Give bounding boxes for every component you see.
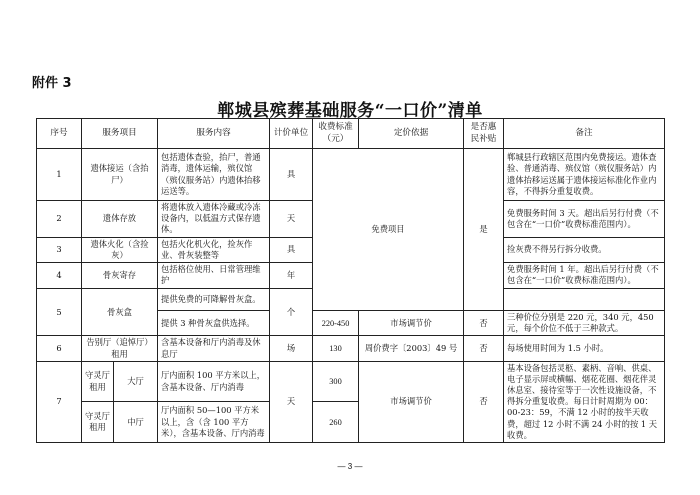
document-title: 郸城县殡葬基础服务“一口价”清单 (217, 101, 483, 121)
row-price-basis: 市场调节价 (359, 361, 464, 442)
row-service-content: 包括火化机火化，捡灰作业、骨灰装整等 (158, 237, 270, 262)
row-price: 130 (313, 336, 359, 361)
row-note-empty (504, 288, 665, 310)
row-price-medium: 260 (313, 402, 359, 443)
row-note: 三种价位分别是 220 元，340 元，450 元，每个价位不低于三种款式。 (504, 310, 665, 335)
row-unit: 天 (270, 361, 313, 442)
header-note: 备注 (504, 119, 665, 149)
row-service-content: 含基本设备和厅内消毒及休息厅 (158, 336, 270, 361)
row-price-basis: 市场调节价 (359, 310, 464, 335)
row-service-item: 遗体接运（含抬尸） (82, 149, 158, 201)
row-unit: 具 (270, 237, 313, 262)
table-row (37, 149, 665, 201)
row-unit: 场 (270, 336, 313, 361)
row-service-item: 遗体存放 (82, 201, 158, 238)
table-row (37, 361, 665, 402)
row-service-item: 遗体火化（含捡灰） (82, 237, 158, 262)
row-no: 4 (37, 262, 82, 288)
attachment-label: 附件 3 (32, 76, 72, 91)
row-size-medium: 中厅 (114, 402, 158, 443)
row-note: 免费服务时间 3 天。超出后另行付费（不包含在“一口价”收费标准范围内）。 (504, 201, 665, 238)
row-service-content: 包括遗体查验，抬尸，普通消毒，遗体运输，殡仪馆（殡仪服务站）内遗体抬移运送等。 (158, 149, 270, 201)
row-service-item: 骨灰盒 (82, 288, 158, 335)
row-service-content: 厅内面积 100 平方米以上，含基本设备、厅内消毒 (158, 361, 270, 402)
row-service-item: 守灵厅租用 (82, 361, 114, 402)
row-service-item: 守灵厅租用 (82, 402, 114, 443)
row-no: 5 (37, 288, 82, 335)
service-price-table (36, 118, 665, 443)
row-unit: 个 (270, 288, 313, 335)
row-note: 郸城县行政辖区范围内免费接运。遗体查验、普通消毒、殡仪馆（殡仪服务站）内遗体抬移运送属于遗体接运标准化作业内容，不得拆分重复收费。 (504, 149, 665, 201)
table-header-row (37, 119, 665, 149)
row-note: 基本设备包括灵柩、素柄、音响、供桌、电子显示屏或横幅、烟花花圈、烟花伴灵休息室、接待室等于一次性设施设备，不得拆分重复收费。每日计时周期为 00：00-23：59，不满 12 小时的按半天收费，超过 12 小时不满 24 小时的按 1 天收费。 (504, 361, 665, 442)
row-no: 7 (37, 361, 82, 442)
header-unit: 计价单位 (270, 119, 313, 149)
row-note: 捡灰费不得另行拆分收费。 (504, 237, 665, 262)
row-service-item: 骨灰寄存 (82, 262, 158, 288)
row-service-content: 提供免费的可降解骨灰盒。 (158, 288, 270, 310)
row-service-content: 将遗体放入遗体冷藏或冷冻设备内，以低温方式保存遗体。 (158, 201, 270, 238)
row-price-basis: 周价费字〔2003〕49 号 (359, 336, 464, 361)
row-size-large: 大厅 (114, 361, 158, 402)
header-fee: 收费标准（元） (313, 119, 359, 149)
header-service-content: 服务内容 (158, 119, 270, 149)
row-no: 1 (37, 149, 82, 201)
row-service-content: 提供 3 种骨灰盒供选择。 (158, 310, 270, 335)
row-subsidy: 否 (464, 310, 504, 335)
free-subsidy: 是 (464, 149, 504, 311)
row-service-item: 告别厅（追悼厅）租用 (82, 336, 158, 361)
row-subsidy: 否 (464, 336, 504, 361)
row-subsidy: 否 (464, 361, 504, 442)
row-unit: 年 (270, 262, 313, 288)
header-subsidy: 是否惠民补贴 (464, 119, 504, 149)
row-no: 6 (37, 336, 82, 361)
row-no: 3 (37, 237, 82, 262)
header-service-item: 服务项目 (82, 119, 158, 149)
header-no: 序号 (37, 119, 82, 149)
table-row (37, 336, 665, 361)
row-price: 220-450 (313, 310, 359, 335)
free-price-basis: 免费项目 (313, 149, 464, 311)
row-note: 每场使用时间为 1.5 小时。 (504, 336, 665, 361)
row-no: 2 (37, 201, 82, 238)
row-service-content: 包括格位使用、日常管理维护 (158, 262, 270, 288)
row-note: 免费服务时间 1 年。超出后另行付费（不包含在“一口价”收费标准范围内）。 (504, 262, 665, 288)
row-price-large: 300 (313, 361, 359, 402)
row-unit: 具 (270, 149, 313, 201)
header-price-basis: 定价依据 (359, 119, 464, 149)
row-unit: 天 (270, 201, 313, 238)
page-number: — 3 — (337, 462, 363, 471)
row-service-content: 厅内面积 50—100 平方米以上，含（含 100 平方米），含基本设备、厅内消毒 (158, 402, 270, 443)
